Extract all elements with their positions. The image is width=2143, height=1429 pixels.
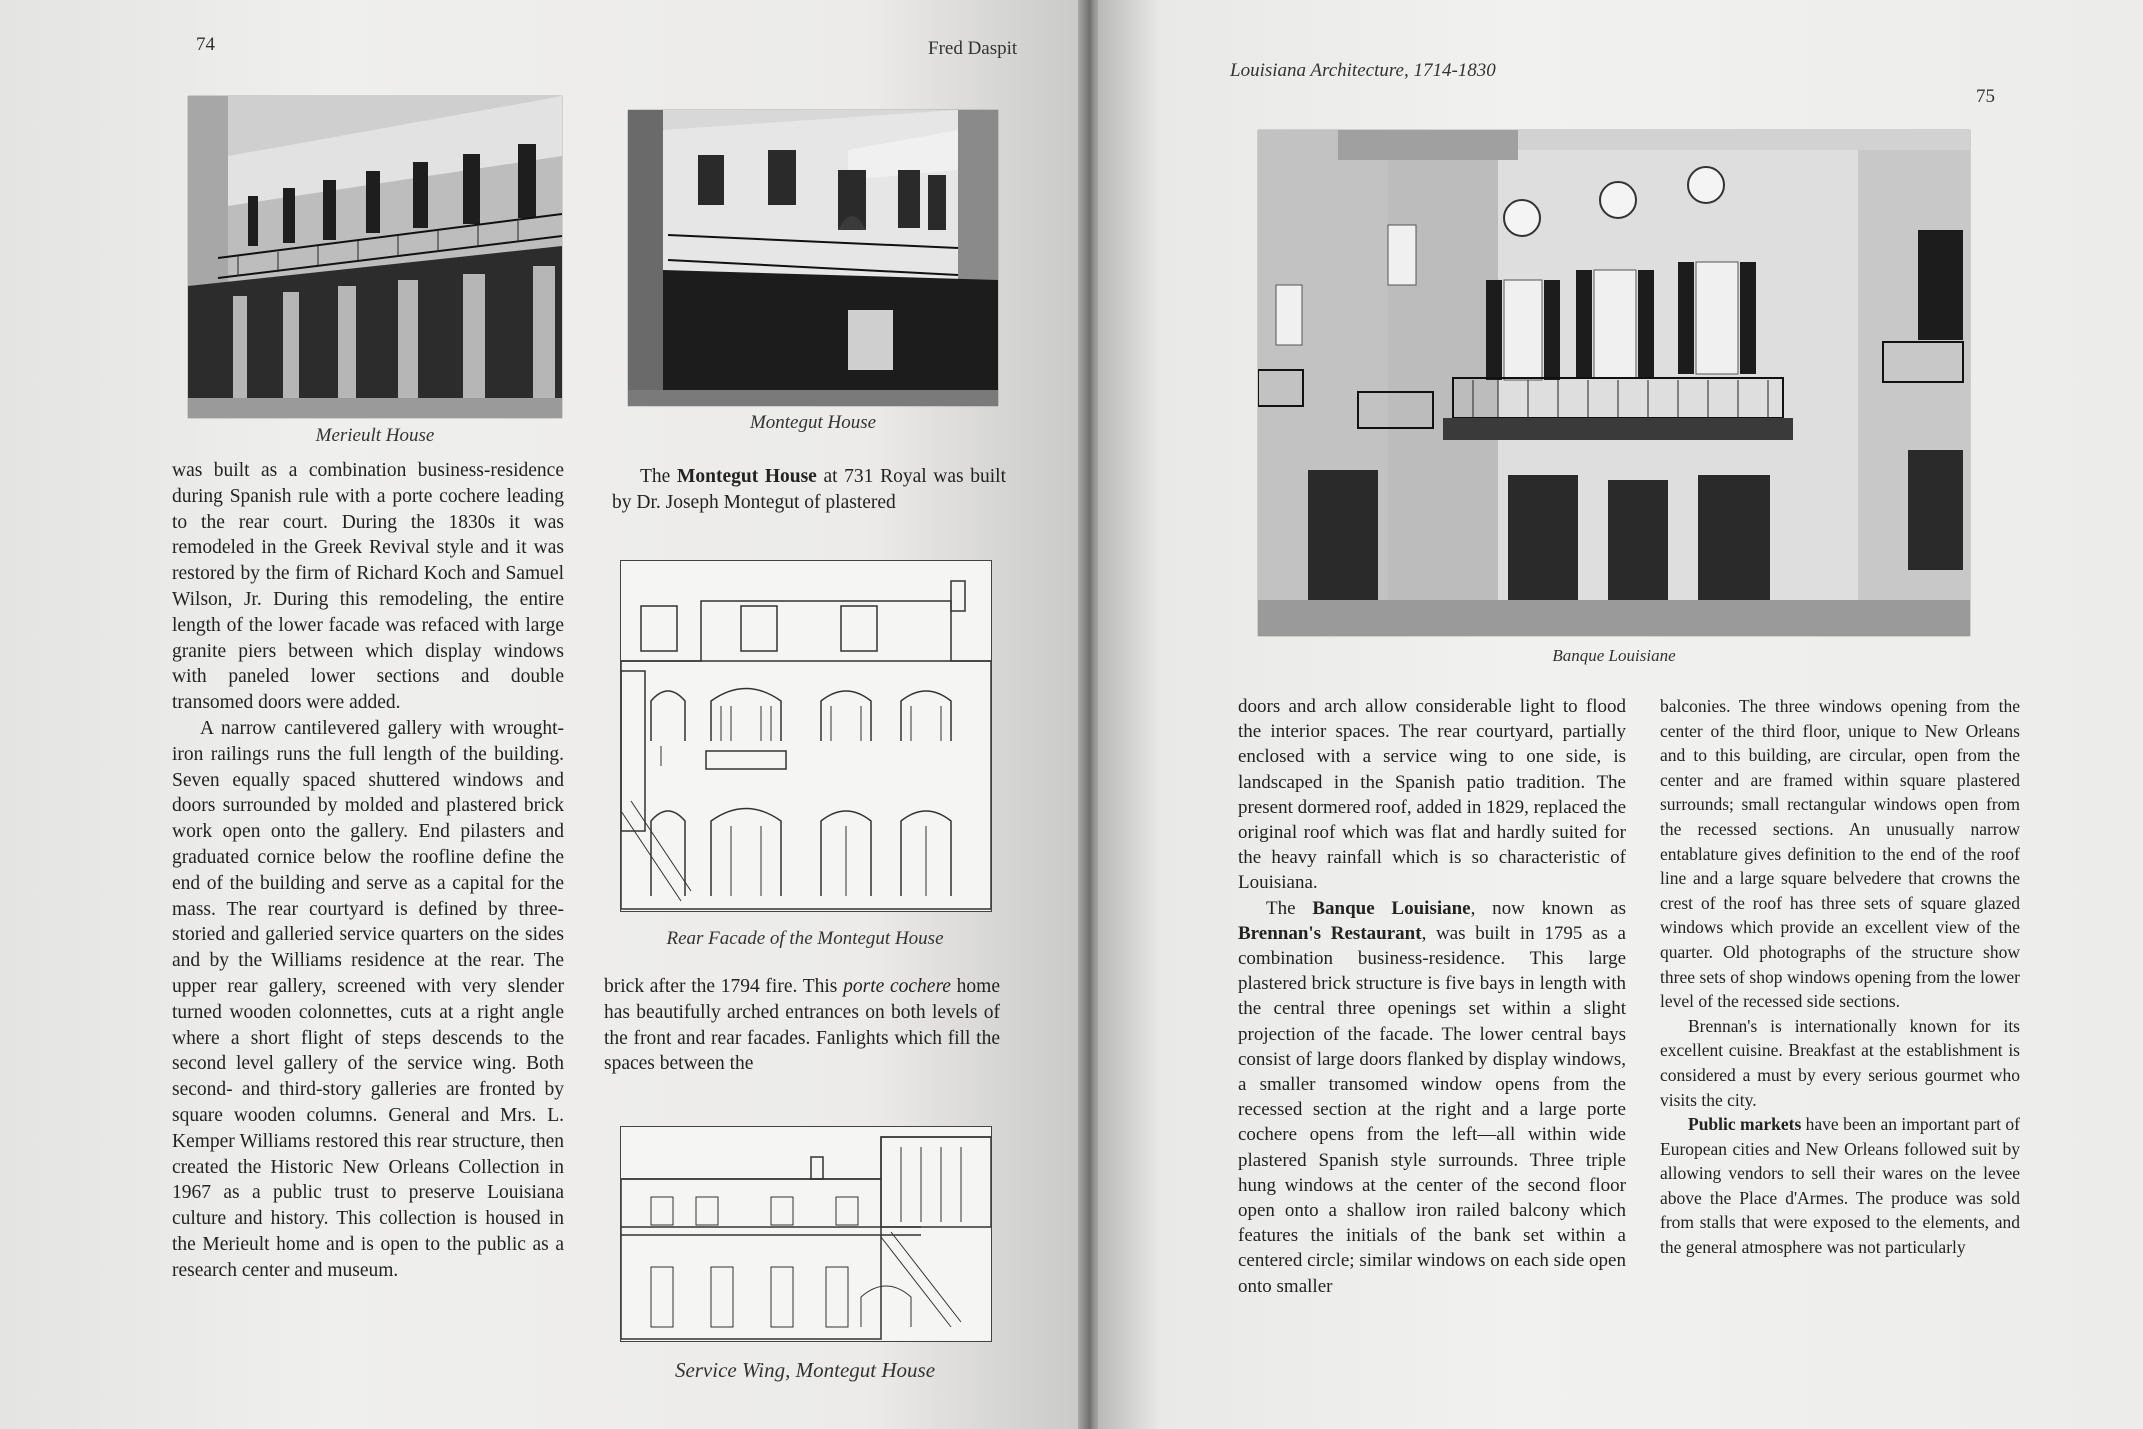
page-number: 74 [196, 34, 215, 55]
left-page-column-2-middle [604, 974, 1000, 1077]
service-wing-caption: Service Wing, Montegut House [674, 1358, 936, 1382]
paragraph: Brennan's is internationally known for its excellent cuisine. Breakfast at the establishment is considered a must by every serious gourmet who visits the city. [1660, 1015, 2020, 1110]
banque-louisiane-name: Banque Louisiane [1312, 897, 1471, 919]
montegut-house-caption: Montegut House [749, 412, 877, 433]
running-head: Louisiana Architecture, 1714-1830 [1230, 60, 1496, 81]
banque-louisiane-caption: Banque Louisiane [1552, 646, 1676, 665]
left-page-column-1 [172, 458, 564, 1284]
service-wing-drawing [620, 1126, 992, 1342]
paragraph: The Montegut House at 731 Royal was built by Dr. Joseph Montegut of plastered [612, 466, 1006, 513]
montegut-house-name: Montegut House [676, 466, 817, 487]
left-page-column-2-top [612, 464, 1006, 516]
paragraph: A narrow cantilevered gallery with wrought-iron railings runs the full length of the building. Seven equally spaced shuttered windows and doors surrounded by molded and plastered brick work open onto the gallery. End pilasters and graduated cornice below the roofline define the end of the building and serve as a capital for the mass. The rear courtyard is defined by three-storied and galleried service quarters on the sides and by the Williams residence at the rear. The upper rear gallery, screened with very slender turned wooden colonnettes, cuts at a right angle where a short flight of steps descends to the second level gallery of the service wing. Both second- and third-story galleries are fronted by square wooden columns. General and Mrs. L. Kemper Williams restored this rear structure, then created the Historic New Orleans Collection in 1967 as a public trust to preserve Louisiana culture and history. This collection is housed in the Merieult home and is open to the public as a research center and museum. [172, 717, 564, 1281]
paragraph: was built as a combination business-residence during Spanish rule with a porte cochere leading to the rear court. During the 1830s it was remodeled in the Greek Revival style and it was restored by the firm of Richard Koch and Samuel Wilson, Jr. During this remodeling, the entire length of the lower facade was refaced with large granite piers between which display windows with paneled lower sections and double transomed doors were added. [172, 460, 564, 714]
paragraph: doors and arch allow considerable light to flood the interior spaces. The rear courtyard, partially enclosed with a service wing to one side, is landscaped in the Spanish patio tradition. The present dormered roof, added in 1829, replaced the original roof which was flat and hardly suited for the heavy rainfall which is so characteristic of Louisiana. [1238, 696, 1626, 894]
right-page-column-1 [1238, 694, 1626, 1299]
merieult-house-caption: Merieult House [315, 425, 435, 446]
banque-louisiane-photo [1258, 130, 1970, 636]
paragraph: Public markets have been an important part of European cities and New Orleans followed suit by allowing vendors to sell their wares on the levee above the Place d'Armes. The produce was sold from stalls that were exposed to the elements, and the general atmosphere was not particularly [1660, 1114, 2020, 1258]
merieult-house-photo [188, 96, 562, 418]
montegut-house-photo [628, 110, 998, 406]
public-markets-term: Public markets [1688, 1114, 1802, 1135]
paragraph: balconies. The three windows opening from the center of the third floor, unique to New Orleans and to this building, are circular, open from the center and are framed within square plastered surrounds; small rectangular windows open from the recessed sections. An unusually narrow entablature gives definition to the end of the roof line and a large square belvedere that crowns the crest of the roof has three sets of square glazed windows which provide an excellent view of the quarter. Old photographs of the structure show three sets of shop windows opening from the lower level of the recessed side sections. [1660, 696, 2020, 1012]
brennans-restaurant-name: Brennan's Restaurant [1238, 922, 1422, 944]
paragraph: brick after the 1794 fire. This porte cochere home has beautifully arched entrances on both levels of the front and rear facades. Fanlights which fill the spaces between the [604, 976, 1000, 1075]
running-head: Fred Daspit [928, 38, 1018, 59]
right-page-column-2 [1660, 694, 2020, 1260]
rear-facade-drawing [620, 560, 992, 912]
right-page [1098, 0, 2143, 1429]
page-number: 75 [1976, 86, 1995, 107]
paragraph: The Banque Louisiane, now known as Brennan's Restaurant, was built in 1795 as a combination business-residence. This large plastered brick structure is five bays in length with the central three openings set within a slight projection of the facade. The lower central bays consist of large doors flanked by display windows, a smaller transomed window opens from the recessed section at the right and a large porte cochere opens from the left—all within wide plastered Spanish style surrounds. Three triple hung windows at the center of the second floor open onto a shallow iron railed balcony which features the initials of the bank set within a centered circle; similar windows on each side open onto smaller [1238, 897, 1626, 1297]
rear-facade-caption: Rear Facade of the Montegut House [666, 928, 944, 949]
